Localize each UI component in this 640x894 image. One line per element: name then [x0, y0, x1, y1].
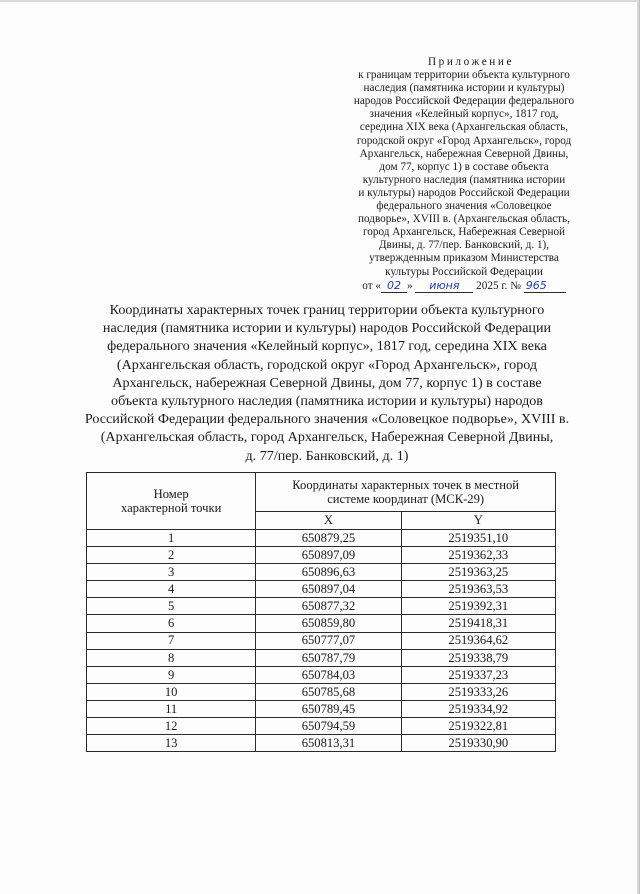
appendix-line: городской округ «Город Архангельск», город — [356, 134, 572, 147]
table-row — [87, 615, 556, 632]
header-coordinates-line: системе координат (МСК-29) — [327, 492, 485, 506]
point-number: 9 — [87, 666, 256, 683]
coord-x: 650787,79 — [256, 649, 401, 666]
point-number: 3 — [87, 564, 256, 581]
table-row — [87, 632, 556, 649]
appendix-line: к границам территории объекта культурного — [358, 69, 570, 82]
appendix-line: федерального значения «Соловецкое — [376, 200, 552, 213]
coord-y: 2519363,53 — [401, 581, 555, 598]
appendix-heading: Приложение — [427, 56, 515, 68]
scan-edge-top — [0, 0, 640, 2]
header-coordinates — [256, 473, 556, 512]
point-number: 12 — [87, 718, 256, 735]
point-number: 8 — [87, 649, 256, 666]
header-x: X — [256, 512, 401, 530]
coord-x: 650789,45 — [256, 700, 401, 717]
point-number: 5 — [87, 598, 256, 615]
header-point-number — [87, 473, 256, 530]
header-coordinates-line: Координаты характерных точек в местной — [292, 477, 519, 492]
table-row — [87, 735, 556, 752]
point-number: 13 — [87, 735, 256, 752]
point-number: 1 — [87, 530, 256, 547]
coord-y: 2519334,92 — [401, 700, 555, 717]
coord-x: 650877,32 — [256, 598, 401, 615]
appendix-line: наследия (памятника истории и культуры) — [363, 82, 565, 95]
appendix-block — [318, 56, 610, 293]
title-line: наследия (памятника истории и культуры) народов Российской Федерации — [102, 320, 552, 337]
coord-y: 2519330,90 — [401, 735, 555, 752]
coord-y: 2519362,33 — [401, 547, 555, 564]
coord-x: 650859,80 — [256, 615, 401, 632]
coord-x: 650794,59 — [256, 718, 401, 735]
appendix-line: город Архангельск, Набережная Северной — [362, 226, 566, 239]
appendix-line: культуры Российской Федерации — [385, 265, 543, 278]
point-number: 7 — [87, 632, 256, 649]
point-number: 6 — [87, 615, 256, 632]
handwritten-day: 02 — [381, 279, 407, 293]
handwritten-month: июня — [415, 279, 473, 293]
appendix-line: середина XIX века (Архангельская область, — [359, 121, 569, 134]
title-line: объекта культурного наследия (памятника истории и культуры) народов — [111, 393, 543, 410]
table-row — [87, 718, 556, 735]
document-title — [62, 301, 592, 465]
appendix-line: подворье», XVIII в. (Архангельская область, — [358, 213, 570, 226]
date-prefix: от « — [362, 279, 381, 292]
header-y: Y — [401, 512, 555, 530]
title-line: Архангельск, набережная Северной Двины, дом 77, корпус 1) в составе — [112, 374, 542, 391]
table-row — [87, 564, 556, 581]
coord-y: 2519322,81 — [401, 718, 555, 735]
point-number: 11 — [87, 700, 256, 717]
table-row — [87, 530, 556, 547]
order-date-line — [318, 279, 610, 293]
coord-y: 2519333,26 — [401, 683, 555, 700]
coord-x: 650897,04 — [256, 581, 401, 598]
coord-x: 650879,25 — [256, 530, 401, 547]
title-line: Российской Федерации федерального значения «Соловецкое подворье», XVIII в. — [84, 411, 570, 428]
table-row — [87, 683, 556, 700]
coord-y: 2519392,31 — [401, 598, 555, 615]
coord-x: 650785,68 — [256, 683, 401, 700]
appendix-line: значения «Келейный корпус», 1817 год, — [369, 108, 559, 121]
title-line: федерального значения «Келейный корпус», 1817 год, середина XIX века — [107, 338, 547, 355]
coordinates-table — [86, 472, 556, 752]
date-year-text: 2025 г. № — [476, 279, 521, 292]
appendix-line: Архангельск, набережная Северной Двины, — [359, 147, 569, 160]
coord-x: 650897,09 — [256, 547, 401, 564]
appendix-line: культурного наследия (памятника истории — [362, 173, 566, 186]
coord-y: 2519351,10 — [401, 530, 555, 547]
point-number: 10 — [87, 683, 256, 700]
handwritten-order-number: 965 — [524, 279, 566, 293]
point-number: 2 — [87, 547, 256, 564]
table-row — [87, 649, 556, 666]
coord-x: 650784,03 — [256, 666, 401, 683]
table-row — [87, 581, 556, 598]
header-point-number-line: характерной точки — [120, 501, 222, 515]
appendix-line: народов Российской Федерации федерального — [353, 95, 575, 108]
coord-y: 2519338,79 — [401, 649, 555, 666]
coord-x: 650813,31 — [256, 735, 401, 752]
title-line: Координаты характерных точек границ территории объекта культурного — [109, 302, 545, 318]
table-row — [87, 598, 556, 615]
title-line: д. 77/пер. Банковский, д. 1) — [245, 447, 409, 464]
table-row — [87, 666, 556, 683]
appendix-line: дом 77, корпус 1) в составе объекта — [379, 160, 549, 173]
coord-y: 2519337,23 — [401, 666, 555, 683]
appendix-line: утвержденным приказом Министерства — [369, 252, 559, 265]
appendix-line: и культуры) народов Российской Федерации — [358, 186, 570, 199]
title-line: (Архангельская область, городской округ «Город Архангельск», город — [116, 356, 538, 373]
coord-x: 650896,63 — [256, 564, 401, 581]
coord-y: 2519418,31 — [401, 615, 555, 632]
coord-y: 2519364,62 — [401, 632, 555, 649]
header-point-number-line: Номер — [153, 486, 189, 501]
title-line: (Архангельская область, город Архангельск, Набережная Северной Двины, — [100, 429, 554, 446]
point-number: 4 — [87, 581, 256, 598]
table-row — [87, 700, 556, 717]
coord-x: 650777,07 — [256, 632, 401, 649]
appendix-line: Двины, д. 77/пер. Банковский, д. 1), — [378, 239, 550, 252]
table-row — [87, 547, 556, 564]
coord-y: 2519363,25 — [401, 564, 555, 581]
date-quote-close: » — [406, 279, 413, 292]
